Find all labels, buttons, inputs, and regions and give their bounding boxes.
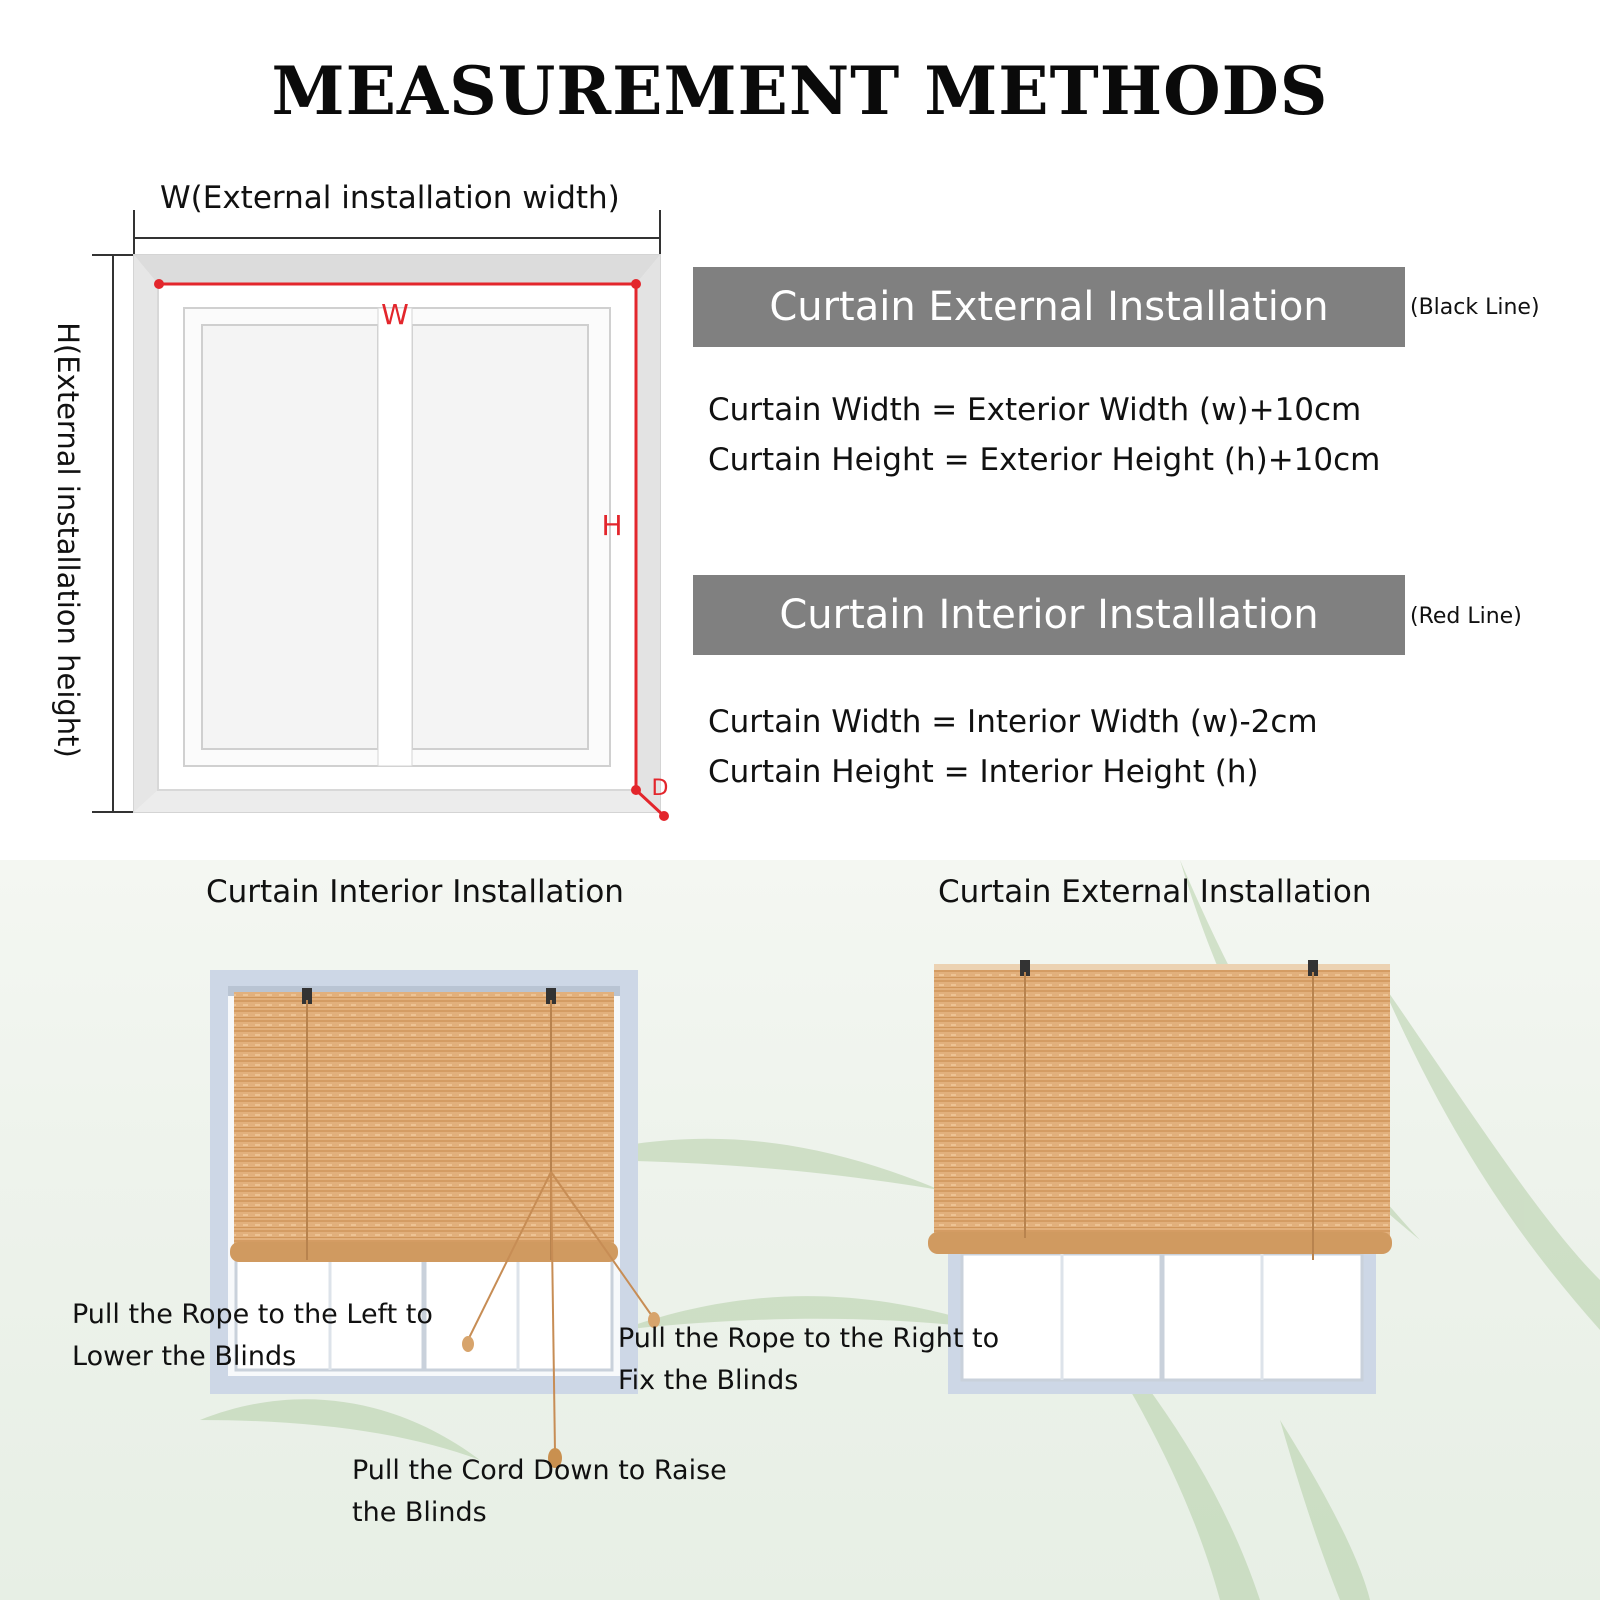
page-title: MEASUREMENT METHODS: [271, 52, 1329, 130]
interior-width-formula: Curtain Width = Interior Width (w)-2cm: [708, 704, 1318, 740]
left-rope-line-1: Pull the Rope to the Left to: [72, 1299, 433, 1330]
external-height-formula: Curtain Height = Exterior Height (h)+10cm: [708, 442, 1381, 478]
depth-marker: D: [651, 776, 669, 801]
right-rope-callout: [618, 1318, 999, 1402]
external-example-title: Curtain External Installation: [938, 874, 1372, 910]
left-rope-line-2: Lower the Blinds: [72, 1341, 297, 1372]
external-width-label: W(External installation width): [160, 180, 620, 216]
interior-height-marker: H: [601, 509, 623, 542]
interior-installation-example: [210, 970, 660, 1468]
external-installation-banner: Curtain External Installation: [693, 267, 1405, 347]
interior-width-marker: W: [381, 298, 409, 331]
left-rope-callout: [72, 1294, 433, 1378]
window-measurement-diagram: [0, 160, 690, 840]
window-diagram-svg: [0, 160, 690, 840]
interior-line-note: (Red Line): [1410, 604, 1522, 629]
interior-installation-banner: Curtain Interior Installation: [693, 575, 1405, 655]
cord-callout: [352, 1450, 727, 1534]
external-line-note: (Black Line): [1410, 295, 1540, 320]
examples-illustration: [0, 860, 1600, 1600]
right-rope-line-1: Pull the Rope to the Right to: [618, 1323, 1000, 1354]
interior-example-title: Curtain Interior Installation: [206, 874, 624, 910]
right-rope-line-2: Fix the Blinds: [618, 1365, 799, 1396]
external-height-label: H(External installation height): [51, 322, 85, 758]
installation-examples: [0, 860, 1600, 1600]
external-width-formula: Curtain Width = Exterior Width (w)+10cm: [708, 392, 1362, 428]
cord-line-1: Pull the Cord Down to Raise: [352, 1455, 727, 1486]
cord-line-2: the Blinds: [352, 1497, 487, 1528]
interior-height-formula: Curtain Height = Interior Height (h): [708, 754, 1259, 790]
